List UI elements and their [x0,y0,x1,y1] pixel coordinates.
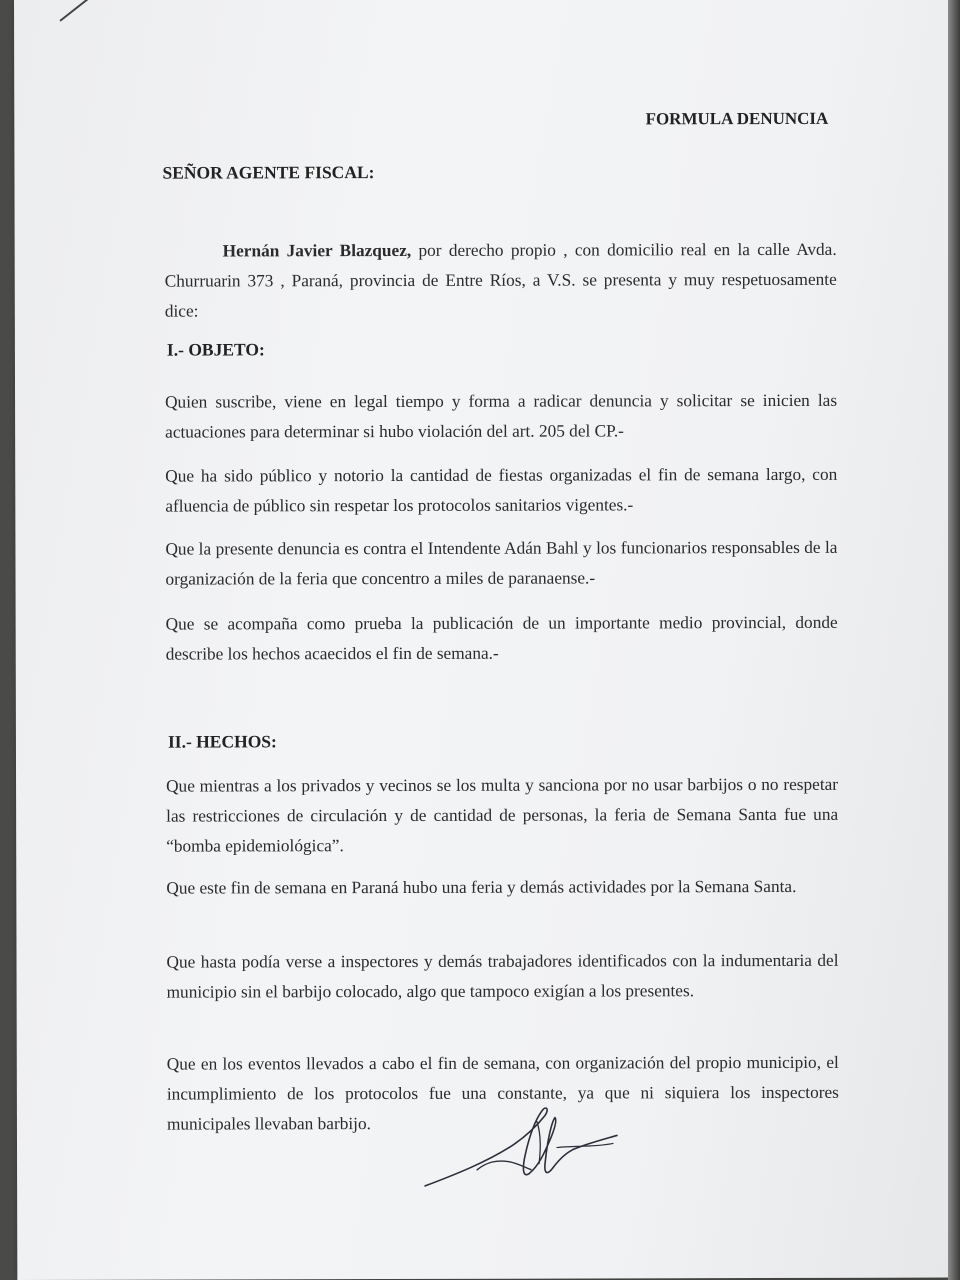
hechos-paragraph-1: Que mientras a los privados y vecinos se los multa y sanciona por no usar barbijos o no respetar las restricciones de circulación y de cantidad de personas, la feria de Semana Santa fue una “bomba epidemiológica”. [166,774,839,856]
complainant-name: Hernán Javier Blazquez, [222,240,412,261]
objeto-paragraph-2: Que ha sido público y notorio la cantidad de fiestas organizadas el fin de semana largo, con afluencia de público sin respetar los protocolos sanitarios vigentes.- [165,464,838,516]
document-page [14,0,951,1280]
section-heading-hechos: II.- HECHOS: [167,731,277,752]
handwritten-signature [417,1103,627,1194]
intro-paragraph [165,235,837,327]
hechos-paragraph-2: Que este fin de semana en Paraná hubo una feria y demás actividades por la Semana Santa. [166,876,797,898]
addressee-greeting: SEÑOR AGENTE FISCAL: [162,162,375,183]
objeto-paragraph-1: Quien suscribe, viene en legal tiempo y forma a radicar denuncia y solicitar se inicien las actuaciones para determinar si hubo violación del art. 205 del CP.- [165,390,838,442]
pen-mark [59,0,101,22]
intro-text: por derecho propio , con domicilio real en la calle Avda. Churruarin 373 , Paraná, provincia de Entre Ríos, a V.S. se presenta y muy respetuosamente dice: [164,239,837,321]
hechos-paragraph-3: Que hasta podía verse a inspectores y demás trabajadores identificados con la indumentaria del municipio sin el barbijo colocado, algo que tampoco exigían a los presentes. [166,950,839,1002]
background-edge [948,0,960,1280]
objeto-paragraph-4: Que se acompaña como prueba la publicación de un importante medio provincial, donde describe los hechos acaecidos el fin de semana.- [165,612,838,664]
hechos-paragraph-4: Que en los eventos llevados a cabo el fin de semana, con organización del propio municipio, el incumplimiento de los protocolos fue una constante, ya que ni siquiera los inspectores municipales llevaban barbijo. [166,1052,839,1134]
document-title: FORMULA DENUNCIA [645,108,829,129]
objeto-paragraph-3: Que la presente denuncia es contra el Intendente Adán Bahl y los funcionarios responsables de la organización de la feria que concentro a miles de paranaense.- [165,537,838,589]
section-heading-objeto: I.- OBJETO: [166,339,265,360]
